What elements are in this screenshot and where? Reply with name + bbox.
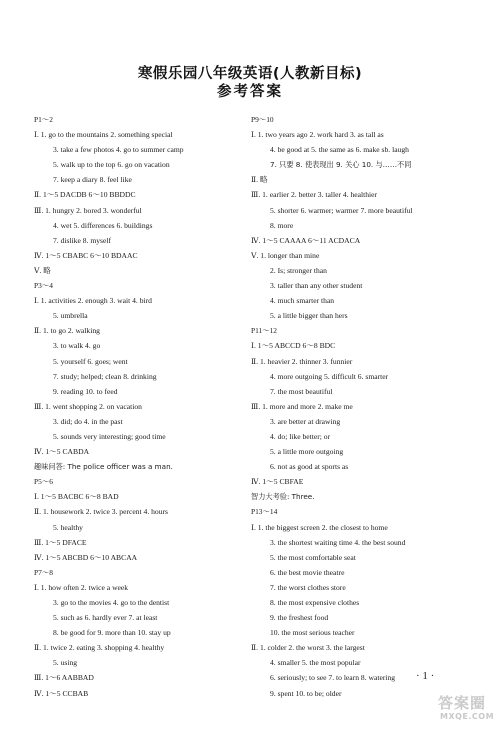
answer-line: 7. dislike 8. myself: [53, 235, 112, 245]
answer-line: P5～6: [34, 477, 53, 487]
answer-line: 9. the freshest food: [270, 613, 329, 623]
answer-line: 5. such as 6. hardly ever 7. at least: [53, 613, 158, 623]
answer-line: Ⅰ. 1. how often 2. twice a week: [34, 582, 129, 592]
answer-line: Ⅰ. 1. go to the mountains 2. something special: [34, 130, 173, 140]
answer-line: Ⅳ. 1～5 ABCBD 6～10 ABCAA: [34, 552, 138, 562]
answer-line: Ⅲ. 1. more and more 2. make me: [251, 401, 353, 411]
answer-line: Ⅰ. 1～5 BACBC 6～8 BAD: [34, 492, 119, 502]
answer-line: 9. spent 10. to be; older: [270, 688, 342, 698]
watermark-url: MXQE.COM: [440, 712, 495, 721]
answer-line: 5. umbrella: [53, 311, 88, 321]
answer-line: Ⅲ. 1. earlier 2. better 3. taller 4. healthier: [251, 190, 378, 200]
answer-line: Ⅱ. 1. twice 2. eating 3. shopping 4. healthy: [34, 643, 165, 653]
answer-line: Ⅳ. 1～5 CBFAE: [251, 477, 304, 487]
answer-line: 5. shorter 6. warmer; warmer 7. more beautiful: [270, 205, 413, 215]
answer-line: 7. keep a diary 8. feel like: [53, 175, 132, 185]
answer-line: 3. are better at drawing: [270, 416, 341, 426]
answer-line: 8. be good for 9. more than 10. stay up: [53, 628, 171, 638]
answer-line: 6. not as good at sports as: [270, 462, 349, 472]
answer-line: 7. the most beautiful: [270, 386, 333, 396]
answer-line: 5. walk up to the top 6. go on vacation: [53, 160, 170, 170]
answer-line: 5. yourself 6. goes; went: [53, 356, 128, 366]
answer-line: P11～12: [251, 326, 278, 336]
answer-line: 3. to walk 4. go: [53, 341, 101, 351]
answer-line: P7～8: [34, 567, 53, 577]
answer-line: 4. be good at 5. the same as 6. make sb. laugh: [270, 145, 409, 155]
answer-line: Ⅰ. 1. two years ago 2. work hard 3. as tall as: [251, 130, 384, 140]
watermark-logo-text: 答案圈: [438, 694, 487, 712]
answer-line: Ⅲ. 1～6 AABBAD: [34, 673, 94, 683]
answer-line: 9. reading 10. to feed: [53, 386, 118, 396]
page-title: 寒假乐园八年级英语(人教新目标): [137, 66, 363, 82]
answer-line: 7. the worst clothes store: [270, 582, 346, 592]
answer-line: Ⅱ. 1. colder 2. the worst 3. the largest: [251, 643, 365, 653]
right-answer-column: [251, 112, 476, 701]
answer-line: Ⅳ. 1～5 CCBAB: [34, 688, 89, 698]
answer-line: 智力大考验: Three.: [251, 492, 315, 502]
answer-line: 10. the most serious teacher: [270, 628, 355, 638]
answer-line: 7. study; helped; clean 8. drinking: [53, 371, 157, 381]
page-number: · 1 ·: [416, 670, 435, 682]
answer-line: 3. go to the movies 4. go to the dentist: [53, 598, 170, 607]
answer-line: 4. do; like better; or: [270, 431, 331, 441]
left-answer-column: [34, 112, 244, 701]
answer-line: Ⅳ. 1～5 CBABC 6～10 BDAAC: [34, 250, 138, 260]
answer-line: P9～10: [251, 115, 274, 124]
answer-line: Ⅰ. 1. activities 2. enough 3. wait 4. bird: [34, 296, 152, 306]
answer-line: Ⅱ. 1. heavier 2. thinner 3. funnier: [251, 356, 353, 366]
answer-line: Ⅱ. 略: [251, 175, 268, 185]
answer-line: 2. Is; stronger than: [270, 265, 327, 275]
answer-line: 3. taller than any other student: [270, 281, 363, 291]
answer-line: 6. seriously; to see 7. to learn 8. watering: [270, 673, 396, 683]
answer-line: 5. a little bigger than hers: [270, 311, 348, 321]
answer-line: Ⅴ. 略: [34, 265, 51, 275]
answer-line: 5. using: [53, 658, 78, 668]
answer-line: 8. the most expensive clothes: [270, 598, 360, 607]
answer-line: 4. much smarter than: [270, 296, 335, 306]
answer-line: P3～4: [34, 281, 53, 291]
answer-line: 5. a little more outgoing: [270, 447, 344, 457]
answer-line: 5. healthy: [53, 522, 83, 532]
watermark-logo: [438, 690, 496, 726]
answer-line: P1～2: [34, 115, 53, 124]
answer-line: 5. sounds very interesting; good time: [53, 431, 166, 441]
answer-line: Ⅳ. 1～5 CABDA: [34, 447, 90, 457]
answer-line: Ⅲ. 1. went shopping 2. on vacation: [34, 401, 142, 411]
answer-line: 6. the best movie theatre: [270, 567, 345, 577]
answer-line: 3. the shortest waiting time 4. the best sound: [270, 537, 406, 547]
answer-line: Ⅴ. 1. longer than mine: [251, 250, 320, 260]
answer-line: Ⅱ. 1～5 DACDB 6～10 BBDDC: [34, 190, 136, 200]
answer-line: 3. did; do 4. in the past: [53, 416, 123, 426]
answer-line: Ⅱ. 1. housework 2. twice 3. percent 4. hours: [34, 507, 169, 517]
answer-line: 3. take a few photos 4. go to summer camp: [53, 145, 184, 155]
answer-line: Ⅰ. 1. the biggest screen 2. the closest to home: [251, 522, 388, 532]
answer-line: 5. the most comfortable seat: [270, 552, 356, 562]
answer-line: 趣味问答: The police officer was a man.: [34, 462, 173, 472]
answer-line: 7. 只要 8. 使表现出 9. 关心 10. 与……不同: [270, 160, 412, 170]
answer-line: Ⅰ. 1～5 ABCCD 6～8 BDC: [251, 341, 336, 351]
answer-line: 8. more: [270, 220, 294, 230]
answer-line: Ⅲ. 1～5 DFACE: [34, 537, 87, 547]
answer-line: Ⅲ. 1. hungry 2. bored 3. wonderful: [34, 205, 142, 215]
answer-line: Ⅱ. 1. to go 2. walking: [34, 326, 100, 336]
answer-line: 4. more outgoing 5. difficult 6. smarter: [270, 371, 389, 381]
answer-line: P13～14: [251, 507, 278, 517]
answer-line: Ⅳ. 1～5 CAAAA 6～11 ACDACA: [251, 235, 361, 245]
answer-line: 4. smaller 5. the most popular: [270, 658, 361, 668]
page-subtitle: 参考答案: [217, 84, 283, 100]
answer-line: 4. wet 5. differences 6. buildings: [53, 220, 153, 230]
